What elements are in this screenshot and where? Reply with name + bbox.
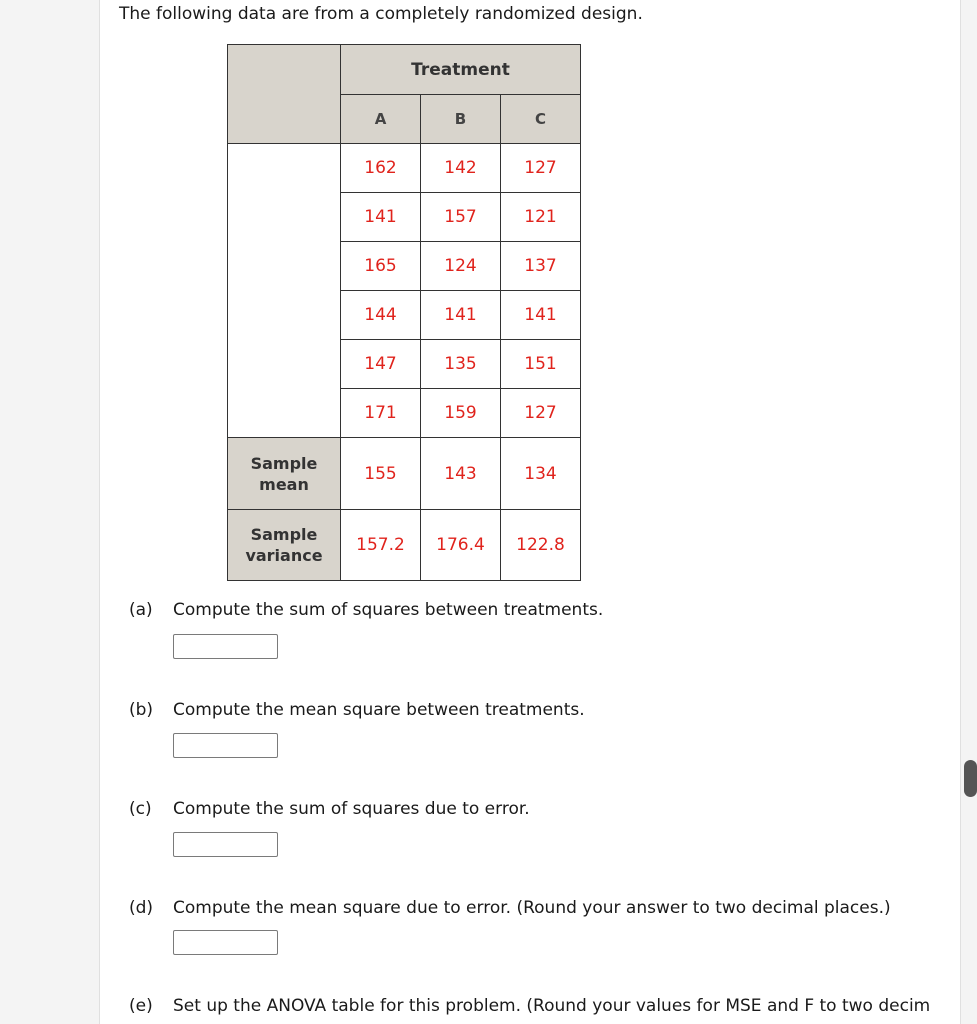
cell: 157 bbox=[421, 193, 501, 242]
variance-cell: 122.8 bbox=[501, 510, 581, 581]
table-row bbox=[228, 144, 581, 193]
sample-variance-label bbox=[228, 510, 341, 581]
cell: 171 bbox=[341, 389, 421, 438]
sample-mean-label-line1: Sample bbox=[250, 453, 318, 473]
cell: 121 bbox=[501, 193, 581, 242]
mean-cell: 155 bbox=[341, 438, 421, 510]
question-a-text: Compute the sum of squares between treatments. bbox=[173, 600, 604, 620]
question-a bbox=[129, 600, 603, 620]
question-e-text: Set up the ANOVA table for this problem. (Round your values for MSE and F to two decim bbox=[173, 996, 931, 1016]
scrollbar-thumb[interactable] bbox=[964, 760, 977, 797]
question-b-text: Compute the mean square between treatments. bbox=[173, 700, 585, 720]
column-header-c: C bbox=[501, 95, 581, 144]
cell: 159 bbox=[421, 389, 501, 438]
cell: 127 bbox=[501, 389, 581, 438]
column-header-a: A bbox=[341, 95, 421, 144]
question-a-label: (a) bbox=[129, 600, 153, 620]
question-c-text: Compute the sum of squares due to error. bbox=[173, 799, 530, 819]
treatment-header: Treatment bbox=[341, 45, 581, 95]
answer-input-a[interactable] bbox=[173, 634, 278, 659]
cell: 165 bbox=[341, 242, 421, 291]
question-d-text: Compute the mean square due to error. (Round your answer to two decimal places.) bbox=[173, 898, 891, 918]
question-c-label: (c) bbox=[129, 799, 152, 819]
question-e-label: (e) bbox=[129, 996, 153, 1016]
sample-mean-label bbox=[228, 438, 341, 510]
cell: 151 bbox=[501, 340, 581, 389]
cell: 162 bbox=[341, 144, 421, 193]
cell: 127 bbox=[501, 144, 581, 193]
blank-label-cell bbox=[228, 144, 341, 438]
sample-mean-row bbox=[228, 438, 581, 510]
cell: 141 bbox=[341, 193, 421, 242]
answer-input-c[interactable] bbox=[173, 832, 278, 857]
sample-mean-label-line2: mean bbox=[259, 474, 309, 494]
question-d-label: (d) bbox=[129, 898, 154, 918]
question-b-label: (b) bbox=[129, 700, 154, 720]
mean-cell: 143 bbox=[421, 438, 501, 510]
variance-cell: 157.2 bbox=[341, 510, 421, 581]
answer-input-b[interactable] bbox=[173, 733, 278, 758]
corner-cell bbox=[228, 45, 341, 144]
sample-variance-label-line2: variance bbox=[245, 546, 323, 565]
cell: 135 bbox=[421, 340, 501, 389]
mean-cell: 134 bbox=[501, 438, 581, 510]
cell: 141 bbox=[421, 291, 501, 340]
sample-variance-row bbox=[228, 510, 581, 581]
data-table bbox=[227, 44, 581, 581]
cell: 141 bbox=[501, 291, 581, 340]
question-b bbox=[129, 700, 585, 720]
column-header-b: B bbox=[421, 95, 501, 144]
cell: 147 bbox=[341, 340, 421, 389]
cell: 137 bbox=[501, 242, 581, 291]
intro-text: The following data are from a completely randomized design. bbox=[119, 4, 643, 24]
question-c bbox=[129, 799, 530, 819]
cell: 124 bbox=[421, 242, 501, 291]
cell: 144 bbox=[341, 291, 421, 340]
sample-variance-label-line1: Sample bbox=[250, 525, 318, 544]
question-e bbox=[129, 996, 930, 1016]
question-d bbox=[129, 898, 891, 918]
variance-cell: 176.4 bbox=[421, 510, 501, 581]
cell: 142 bbox=[421, 144, 501, 193]
answer-input-d[interactable] bbox=[173, 930, 278, 955]
